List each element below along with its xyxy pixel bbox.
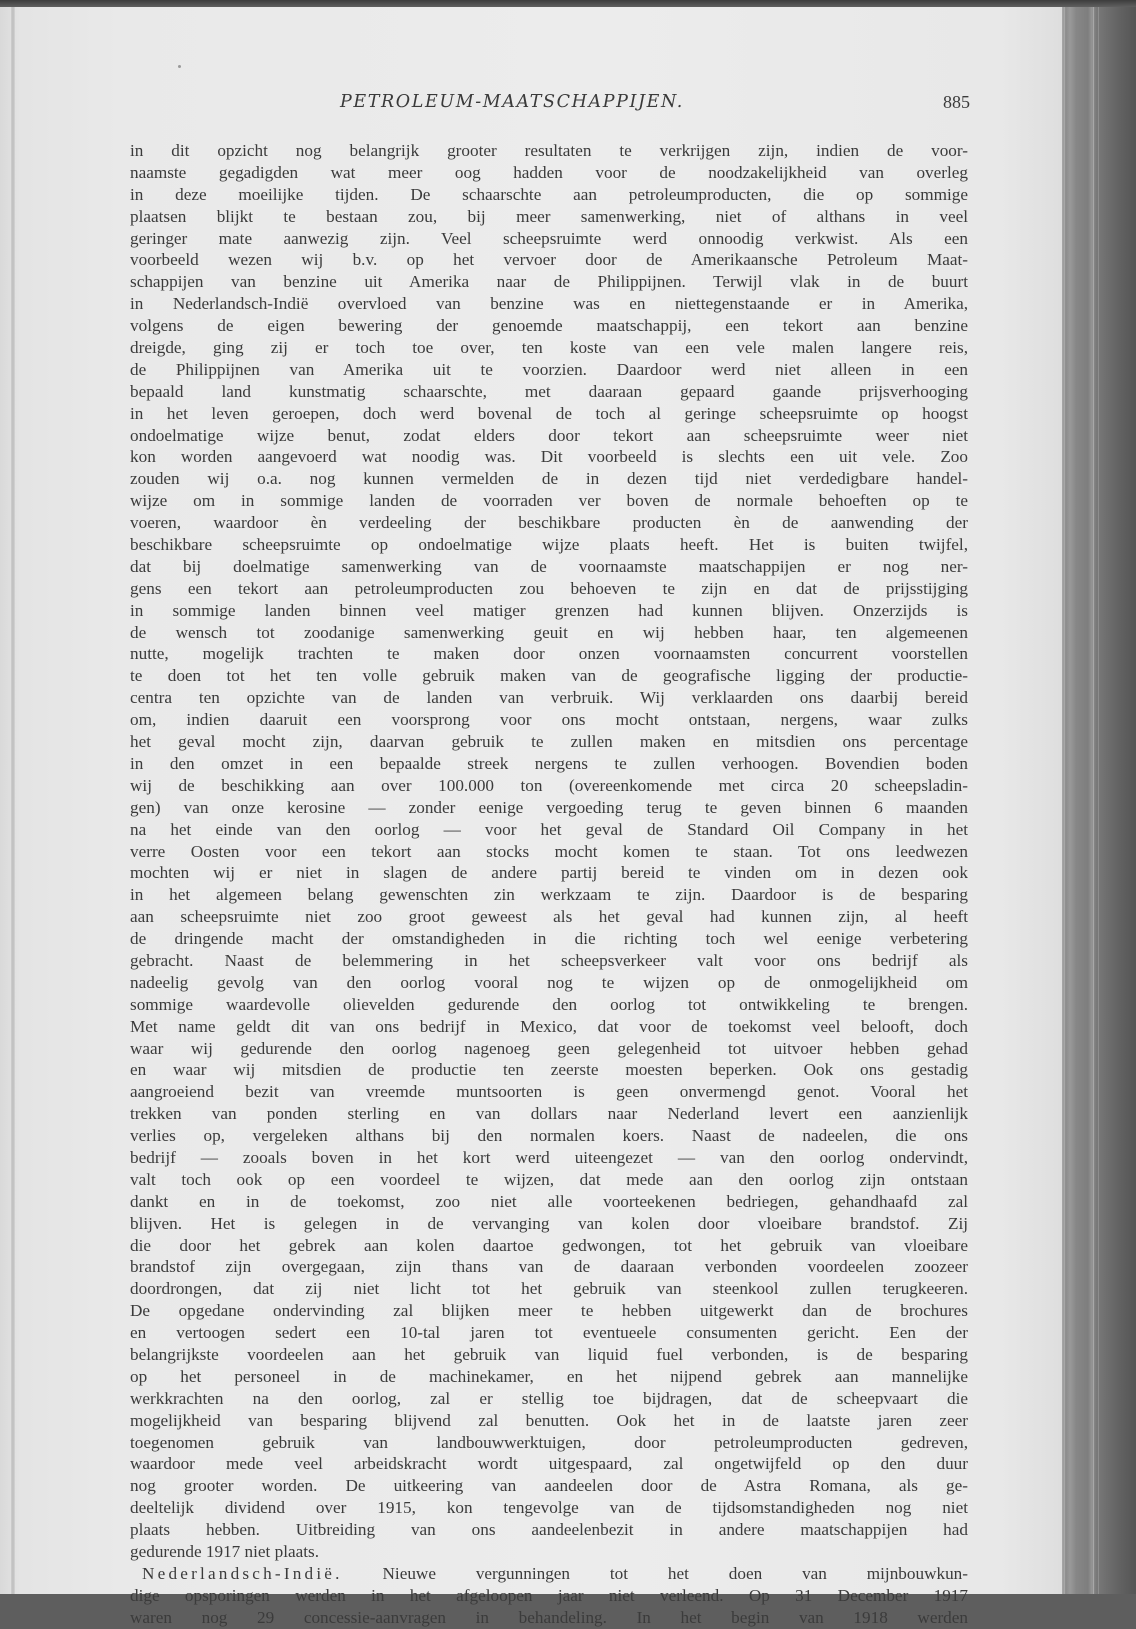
text-line: op het personeel in de machinekamer, en het nijpend gebrek aan mannelijke bbox=[130, 1366, 968, 1386]
text-line: ondoelmatige wijze benut, zodat elders door tekort aan scheepsruimte weer niet bbox=[130, 425, 968, 445]
text-line: om, indien daaruit een voorsprong voor ons mocht ontstaan, nergens, waar zulks bbox=[130, 710, 968, 730]
text-line: mogelijkheid van besparing blijvend zal benutten. Ook het in de laatste jaren zeer bbox=[130, 1410, 968, 1430]
text-line: bedrijf — zooals boven in het kort werd uiteengezet — van den oorlog ondervindt, bbox=[130, 1147, 968, 1167]
text-line bbox=[130, 1563, 968, 1585]
text-line: wijze om in sommige landen de voorraden ver boven de normale behoeften op te bbox=[130, 491, 968, 511]
text-line: beschikbare scheepsruimte op ondoelmatige wijze plaats heeft. Het is buiten twijfel, bbox=[130, 535, 968, 555]
text-line: aan scheepsruimte niet zoo groot geweest als het geval had kunnen zijn, al heeft bbox=[130, 907, 968, 927]
text-line: naamste gegadigden wat meer oog hadden voor de noodzakelijkheid van overleg bbox=[130, 162, 968, 182]
text-line: dreigde, ging zij er toch toe over, ten koste van een vele malen langere reis, bbox=[130, 338, 968, 358]
text-line: zouden wij o.a. nog kunnen vermelden de in dezen tijd niet verdedigbare handel- bbox=[130, 469, 968, 489]
paragraph-nederlandsch-indie bbox=[130, 1563, 968, 1629]
text-line: waren nog 29 concessie-aanvragen in behandeling. In het begin van 1918 werden bbox=[130, 1607, 968, 1627]
text-line: belangrijkste voordeelen aan het gebruik van liquid fuel verbonden, is de besparing bbox=[130, 1344, 968, 1364]
text-line: dankt en in de toekomst, zoo niet alle voorteekenen bedriegen, gehandhaafd zal bbox=[130, 1191, 968, 1211]
text-line: voorbeeld wezen wij b.v. op het vervoer door de Amerikaansche Petroleum Maat- bbox=[130, 250, 968, 270]
text-line: trekken van ponden sterling en van dollars naar Nederland levert een aanzienlijk bbox=[130, 1104, 968, 1124]
text-line: Met name geldt dit van ons bedrijf in Mexico, dat voor de toekomst veel belooft, doch bbox=[130, 1016, 968, 1036]
text-line: de dringende macht der omstandigheden in die richting toch wel eenige verbetering bbox=[130, 929, 968, 949]
text-line: plaats hebben. Uitbreiding van ons aandeelenbezit in andere maatschappijen had bbox=[130, 1520, 968, 1540]
text-line: na het einde van den oorlog — voor het geval de Standard Oil Company in het bbox=[130, 819, 968, 839]
running-title: PETROLEUM-MAATSCHAPPIJEN. bbox=[340, 92, 684, 112]
body-text bbox=[130, 140, 968, 1629]
text-line: De opgedane ondervinding zal blijken meer te hebben uitgewerkt dan de brochures bbox=[130, 1301, 968, 1321]
text-line: wij de beschikking aan over 100.000 ton (overeenkomende met circa 20 scheepsladin- bbox=[130, 775, 968, 795]
text-line: in den omzet in een bepaalde streek nergens te zullen verhoogen. Bovendien boden bbox=[130, 753, 968, 773]
text-line: aangroeiend bezit van vreemde muntsoorten is geen onvermengd genot. Vooral het bbox=[130, 1082, 968, 1102]
text-line: nutte, mogelijk trachten te maken door onzen voornaamsten concurrent voorstellen bbox=[130, 644, 968, 664]
text-line: nog grooter worden. De uitkeering van aandeelen door de Astra Romana, als ge- bbox=[130, 1476, 968, 1496]
text-line: geringer mate aanwezig zijn. Veel scheepsruimte werd onnoodig verkwist. Als een bbox=[130, 228, 968, 248]
text-line: en waar wij mitsdien de productie ten zeerste moesten beperken. Ook ons gestadig bbox=[130, 1060, 968, 1080]
text-line: blijven. Het is gelegen in de vervanging van kolen door vloeibare brandstof. Zij bbox=[130, 1213, 968, 1233]
scan-speck bbox=[178, 65, 181, 68]
text-line: toegenomen gebruik van landbouwwerktuigen, door petroleumproducten gedreven, bbox=[130, 1432, 968, 1452]
text-line: in het leven geroepen, doch werd bovenal de toch al geringe scheepsruimte op hoogst bbox=[130, 403, 968, 423]
section-first-line: Nieuwe vergunningen tot het doen van mijnbouwkun- bbox=[342, 1563, 968, 1583]
text-line: mochten wij er niet in slagen de andere partij bereid te vinden om in dezen ook bbox=[130, 863, 968, 883]
text-line: het geval mocht zijn, daarvan gebruik te zullen maken en mitsdien ons percentage bbox=[130, 732, 968, 752]
text-line: bepaald land kunstmatig schaarschte, met daaraan gepaard gaande prijsverhooging bbox=[130, 381, 968, 401]
text-line: de wensch tot zoodanige samenwerking geuit en wij hebben haar, ten algemeenen bbox=[130, 622, 968, 642]
text-line: in het algemeen belang gewenschten zin werkzaam te zijn. Daardoor is de besparing bbox=[130, 885, 968, 905]
binding-line bbox=[1064, 7, 1065, 1594]
text-line: nadeelig gevolg van den oorlog vooral nog te wijzen op de onmogelijkheid om bbox=[130, 972, 968, 992]
text-line: brandstof zijn overgegaan, zijn thans van de daaraan verbonden voordeelen zoozeer bbox=[130, 1257, 968, 1277]
text-line: in sommige landen binnen veel matiger grenzen had kunnen blijven. Onzerzijds is bbox=[130, 600, 968, 620]
text-line: plaatsen blijkt te bestaan zou, bij meer samenwerking, niet of althans in veel bbox=[130, 206, 968, 226]
text-line: gens een tekort aan petroleumproducten zou behoeven te zijn en dat de prijsstijging bbox=[130, 578, 968, 598]
page-number: 885 bbox=[943, 92, 970, 112]
text-line: verre Oosten voor een tekort aan stocks mocht komen te staan. Tot ons leedwezen bbox=[130, 841, 968, 861]
text-line: in Nederlandsch-Indië overvloed van benzine was en niettegenstaande er in Amerika, bbox=[130, 294, 968, 314]
page-left-crease bbox=[11, 7, 15, 1594]
text-line: die door het gebrek aan kolen daartoe gedwongen, tot het gebruik van vloeibare bbox=[130, 1235, 968, 1255]
text-line: de Philippijnen van Amerika uit te voorzien. Daardoor werd niet alleen in een bbox=[130, 359, 968, 379]
text-line: deeltelijk dividend over 1915, kon tengevolge van de tijdsomstandigheden nog niet bbox=[130, 1498, 968, 1518]
text-line: waardoor mede veel arbeidskracht wordt uitgespaard, zal ongetwijfeld op den duur bbox=[130, 1454, 968, 1474]
book-binding-edge bbox=[1062, 7, 1136, 1594]
text-line: kon worden aangevoerd wat noodig was. Dit voorbeeld is slechts een uit vele. Zoo bbox=[130, 447, 968, 467]
binding-line bbox=[1093, 7, 1094, 1594]
section-heading: Nederlandsch-Indië. bbox=[142, 1563, 343, 1583]
text-line: doordrongen, dat zij niet licht tot het gebruik van steenkool zullen terugkeeren. bbox=[130, 1279, 968, 1299]
binding-line bbox=[1098, 7, 1099, 1594]
text-line: te doen tot het ten volle gebruik maken van de geografische ligging der productie- bbox=[130, 666, 968, 686]
text-line: valt toch ook op een voordeel te wijzen, dat mede aan den oorlog zijn ontstaan bbox=[130, 1169, 968, 1189]
text-line: voeren, waardoor èn verdeeling der beschikbare producten èn de aanwending der bbox=[130, 513, 968, 533]
text-line: in deze moeilijke tijden. De schaarschte aan petroleumproducten, die op sommige bbox=[130, 184, 968, 204]
paragraph-main bbox=[130, 140, 968, 1563]
text-line: gedurende 1917 niet plaats. bbox=[130, 1542, 320, 1561]
text-line: schappijen van benzine uit Amerika naar de Philippijnen. Terwijl vlak in de buurt bbox=[130, 272, 968, 292]
text-line: volgens de eigen bewering der genoemde maatschappij, een tekort aan benzine bbox=[130, 316, 968, 336]
text-line: waar wij gedurende den oorlog nagenoeg geen gelegenheid tot uitvoer hebben gehad bbox=[130, 1038, 968, 1058]
text-line: gebracht. Naast de belemmering in het scheepsverkeer valt voor ons bedrijf als bbox=[130, 950, 968, 970]
text-line: centra ten opzichte van de landen van verbruik. Wij verklaarden ons daarbij bereid bbox=[130, 688, 968, 708]
text-line: dat bij doelmatige samenwerking van de voornaamste maatschappijen er nog ner- bbox=[130, 556, 968, 576]
text-line: dige opsporingen werden in het afgeloopen jaar niet verleend. Op 31 December 1917 bbox=[130, 1585, 968, 1605]
running-header bbox=[130, 92, 970, 118]
text-line: verlies op, vergeleken althans bij den normalen koers. Naast de nadeelen, die ons bbox=[130, 1126, 968, 1146]
text-line: sommige waardevolle olievelden gedurende den oorlog tot ontwikkeling te brengen. bbox=[130, 994, 968, 1014]
text-line: werkkrachten na den oorlog, zal er stellig toe bijdragen, dat de scheepvaart die bbox=[130, 1388, 968, 1408]
text-line: in dit opzicht nog belangrijk grooter resultaten te verkrijgen zijn, indien de voor- bbox=[130, 141, 968, 160]
text-line: gen) van onze kerosine — zonder eenige vergoeding terug te geven binnen 6 maanden bbox=[130, 797, 968, 817]
text-line: en vertoogen sedert een 10-tal jaren tot eventueele consumenten gericht. Een der bbox=[130, 1323, 968, 1343]
